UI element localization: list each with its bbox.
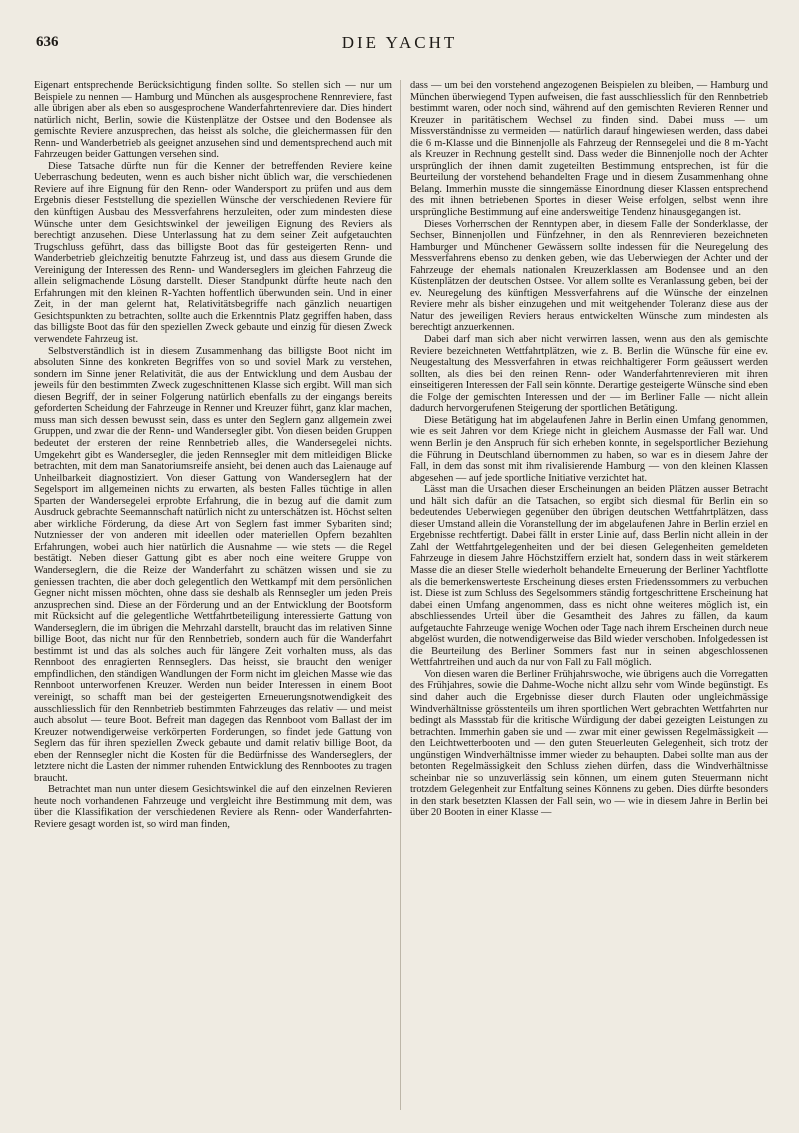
page-number: 636 xyxy=(36,34,59,50)
paragraph: Diese Betätigung hat im abgelaufenen Jahre in Berlin einen Umfang genommen, wie es seit Jahren vor dem Kriege nicht in gleichem Ausmasse der Fall war. Und wenn Berlin je den Anspruch für sich erheben konnte, in segelsportlicher Beziehung die Führung in Deutschland übernommen zu haben, so war es in diesem Jahre der Fall, in dem das sonst mit ihm rivalisierende Hamburg — von den kleinen Klassen abgesehen — auf jede sportliche Initiative verzichtet hat. xyxy=(410,414,768,484)
paragraph: Selbstverständlich ist in diesem Zusammenhang das billigste Boot nicht im absoluten Sinne des konkreten Begriffes von so und soviel Mark zu verstehen, sondern im Sinne jener Relativität, die aus der Entwicklung und dem Ausbau der jeweils für den bestimmten Zweck zugeschnittenen Klasse sich ergibt. Will man sich diesen Begriff, der in seiner Folgerung natürlich ebenfalls zu der eingangs bereits geforderten Scheidung der Fahrzeuge in Renner und Kreuzer führt, ganz klar machen, muss man sich dessen bewusst sein, dass es unter den Seglern ganz allgemein zwei Gruppen, und zwar die der Renn- und Wandersegler gibt. Von diesen beiden Gruppen bedeutet der ersteren der reine Rennbetrieb alles, die Wandersegelei nichts. Umgekehrt gibt es Wandersegler, die jeden Rennsegler mit dem mitleidigen Blicke betrachten, mit dem man Sanatoriumsreife ansieht, bei denen auch das Laienauge auf Unheilbarkeit diagnostiziert. Von dieser Gattung von Wanderseglern hat der Segelsport im allgemeinen nichts zu erwarten, als besten Falles tüchtige in allen Sparten der Wandersegelei erprobte Erfahrung, die in bezug auf die damit zum Ausdruck gebrachte Seemannschaft natürlich nicht zu unterschätzen ist. Höchst selten aber wirkliche Förderung, da diese Art von Seglern fast immer Sybariten sind; Nutzniesser der von anderen mit ideellen oder materiellen Opfern bezahlten Erfahrungen, wobei auch hier natürlich die Ausnahme — wie stets — die Regel bestätigt. Neben dieser Gattung gibt es aber noch eine weitere Gruppe von Wanderseglern, die die Reize der Wanderfahrt zu schätzen wissen und sie zu geniessen trachten, die aber doch gelegentlich den Wettkampf mit dem persönlichen Gegner nicht missen möchten, ohne dass sie deshalb als Rennsegler um jeden Preis anzusprechen sind. Diese an der Förderung und an der Entwicklung der Bootsform mit Rücksicht auf die gelegentliche Wettfahrtbeteiligung interessierte Gattung von Wanderseglern, die im übrigen die Mehrzahl darstellt, braucht das im relativen Sinne billige Boot, das nicht nur für den Rennbetrieb, sondern auch für die Wanderfahrt bestimmt ist und das als solches auch für längere Zeit vorhalten muss, als das Rennboot des enragierten Rennseglers. Das heisst, sie braucht den weniger empfindlichen, den ständigen Wandlungen der Form nicht im gleichen Masse wie das Rennboot unterworfenen Kreuzer. Werden nun beider Interessen in einem Boot vereinigt, so schafft man bei der gesteigerten Erneuerungsnotwendigkeit des ausschliesslich für den Rennbetrieb bestimmten Fahrzeuges das relativ — und meist auch absolut — teure Boot. Befreit man dagegen das Rennboot vom Ballast der im Kreuzer notwendigerweise verkörperten Forderungen, so findet jede Gattung von Seglern das für ihren speziellen Zweck gebaute und damit relativ billige Boot, da eben der Rennsegler nicht die Kosten für die Bedürfnisse des Wanderseglers, der letztere nicht die Lasten der nimmer ruhenden Entwicklung des Rennbootes zu tragen braucht. xyxy=(34,345,392,784)
paragraph: dass — um bei den vorstehend angezogenen Beispielen zu bleiben, — Hamburg und München überwiegend Typen aufweisen, die fast ausschliesslich für den Rennbetrieb bestimmt waren, oder noch sind, während auf den gemischten Revieren Renner und Kreuzer in paritätischem Wechsel zu finden sind. Dabei muss — um Missverständnisse zu vermeiden — natürlich darauf hingewiesen werden, dass dabei die 6 m-Klasse und die Binnenjolle als Fahrzeug der Rennsegelei und die 8 m-Yacht als Kreuzer in Rechnung gestellt sind. Dass weder die Binnenjolle noch der Achter ursprünglich der ihnen damit zugeteilten Bestimmung entsprechen, ist für die Beurteilung der vorstehend behandelten Frage und in diesem Zusammenhang ohne Belang. Immerhin musste die sinngemässe Einordnung dieser Klassen entsprechend des mit ihnen betriebenen Sportes in dieser Weise erfolgen, selbst wenn ihre ursprüngliche Bestimmung auf eine andersweitige Tendenz hinausgegangen ist. xyxy=(410,80,768,219)
paragraph: Eigenart entsprechende Berücksichtigung finden sollte. So stellen sich — nur um Beispiele zu nennen — Hamburg und München als ausgesprochene Rennreviere, fast alle übrigen aber als eben so ausgesprochene Wanderfahrtenreviere dar. Dies hindert natürlich nicht, Berlin, sowie die Küstenplätze der Ostsee und den Bodensee als gemischte Reviere anzusprechen, das heisst als solche, die gleichermassen für den Renn- und Wanderbetrieb als geeignet anzusehen sind und dementsprechend auch mit Fahrzeugen beider Gattungen versehen sind. xyxy=(34,80,392,161)
paragraph: Lässt man die Ursachen dieser Erscheinungen an beiden Plätzen ausser Betracht und hält sich dafür an die Tatsachen, so ergibt sich diesmal für Berlin ein so bedeutendes Ueberwiegen gegenüber den übrigen deutschen Wettfahrtplätzen, dass dieser Umstand allein die Voranstellung der im abgelaufenen Jahre in Berlin erziel en Ergebnisse rechtfertigt. Dabei fällt in erster Linie auf, dass Berlin nicht allein in der Zahl der Wettfahrtgelegenheiten und der bei diesen Gelegenheiten gemeldeten Fahrzeuge in diesem Jahre Höchstziffern erzielt hat, sondern dass in weit stärkerem Masse die an dieser Stelle wiederholt behandelte Erneuerung der Berliner Yachtflotte als die bemerkenswerteste Erscheinung dieses ersten Friedenssommers zu verbuchen ist. Diese ist zum Schluss des Segelsommers ständig fortgeschrittene Erscheinung hat dabei einen Umfang angenommen, dass es nicht ohne weiteres möglich ist, ein abschliessendes Urteil über die Gesamtheit des Jahres zu fällen, da kaum aufgetauchte Fahrzeuge wenige Wochen oder Tage nach ihrem Erscheinen durch neue abgelöst wurden, die notwendigerweise das Bild wieder verschoben. Infolgedessen ist die Beurteilung des Berliner Sommers fast nur in seinen abgeschlossenen Wettfahrtreihen und auch da nur von Fall zu Fall möglich. xyxy=(410,484,768,669)
journal-title: DIE YACHT xyxy=(341,33,458,52)
right-column xyxy=(410,80,768,1112)
column-divider xyxy=(400,80,401,1110)
paragraph: Dabei darf man sich aber nicht verwirren lassen, wenn aus den als gemischte Reviere bezeichneten Wettfahrtplätzen, wie z. B. Berlin die Wünsche für eine ev. Neugestaltung des Messverfahren in etwas reichhaltigerer Form geäussert werden sollten, als dies bei den reinen Renn- oder Wanderfahrtenrevieren mit ihren einseitigeren Interessen der Fall sein könnte. Derartige gesteigerte Wünsche sind eben die Folge der gemischten Interessen und der — im Berliner Falle — nicht allein dadurch hervorgerufenen Steigerung der sportlichen Betätigung. xyxy=(410,334,768,415)
paragraph: Betrachtet man nun unter diesem Gesichtswinkel die auf den einzelnen Revieren heute noch vorhandenen Fahrzeuge und vergleicht ihre Bestimmung mit dem, was über die Klassifikation der verschiedenen Reviere als Renn- oder Wanderfahrten-Reviere gesagt worden ist, so wird man finden, xyxy=(34,784,392,830)
left-column xyxy=(34,80,392,1112)
paragraph: Dieses Vorherrschen der Renntypen aber, in diesem Falle der Sonderklasse, der Sechser, Binnenjollen und Fünfzehner, in den als Rennrevieren bezeichneten Hamburger und Münchener Gewässern sollte indessen für die Neuregelung des Messverfahrens ebenso zu denken geben, wie das Ueberwiegen der Achter und der Fahrzeuge der ehemals nationalen Kreuzerklassen am Bodensee und an den Küstenplätzen der deutschen Ostsee. Vor allem sollte es Veranlassung geben, bei der ev. Neuregelung des künftigen Messverfahrens auf die Wünsche der einzelnen Reviere mehr als bisher einzugehen und mit weitgehender Toleranz diese aus der Natur des jeweiligen Reviers heraus entwickelten Wünsche zum mindesten als berechtigt anzuerkennen. xyxy=(410,218,768,334)
paragraph: Von diesen waren die Berliner Frühjahrswoche, wie übrigens auch die Vorregatten des Frühjahres, sowie die Dahme-Woche nicht allzu sehr vom Winde begünstigt. Es sind daher auch die Ergebnisse dieser durch Flauten oder ungleichmässige Windverhältnisse grösstenteils um ihren sportlichen Wert gebrachten Wettfahrten nur bedingt als Massstab für die kritische Würdigung der dabei gezeigten Leistungen zu betrachten. Immerhin gaben sie und — zwar mit einer gewissen Regelmässigkeit — den Leichtwetterbooten und — den guten Steuerleuten Gelegenheit, sich trotz der ungünstigen Windverhältnisse immer wieder zu behaupten. Dabei sollte man aus der betonten Regelmässigkeit den Schluss ziehen dürfen, dass die Windverhältnisse scheinbar nie so unzuverlässig sein können, um einem guten Steuermann nicht trotzdem Gelegenheit zur Entfaltung seines Könnens zu geben. Dies dürfte besonders in den stark besetzten Klassen der Fall sein, wo — wie in diesem Jahre in Berlin bei über 20 Booten in einer Klasse — xyxy=(410,668,768,819)
paragraph: Diese Tatsache dürfte nun für die Kenner der betreffenden Reviere keine Ueberraschung bedeuten, wenn es auch bisher nicht üblich war, die verschiedenen Reviere auf ihre Eignung für den Renn- oder Wandersport zu prüfen und aus dem Ergebnis dieser Feststellung die speziellen Wünsche der verschiedenen Reviere für den künftigen Ausbau des Messverfahrens herzuleiten, oder zum mindesten diese Wünsche unter dem Gesichtswinkel der jeweiligen Eignung des Reviers als berechtigt anzusehen. Diese Unterlassung hat zu dem seiner Zeit aufgetauchten Trugschluss geführt, dass das billigste Boot das für gesteigerten Renn- und Wanderbetrieb gleichzeitig benutzte Fahrzeug ist, und dass aus diesem Grunde die Vereinigung der Interessen des Renn- und Wanderseglers im gleichen Fahrzeug die allein seligmachende Lösung darstellt. Dieser Standpunkt dürfte heute nach den Erfahrungen mit den kleinen R-Yachten hoffentlich überwunden sein. Und in einer Zeit, in der man gelernt hat, Relativitätsbegriffe nach gänzlich neuartigen Gesichtspunkten zu betrachten, sollte auch die Erkenntnis Platz gegriffen haben, dass das billigste Boot das für den speziellen Zweck gebaute und einzig für diesen Zweck verwendete Fahrzeug ist. xyxy=(34,160,392,346)
